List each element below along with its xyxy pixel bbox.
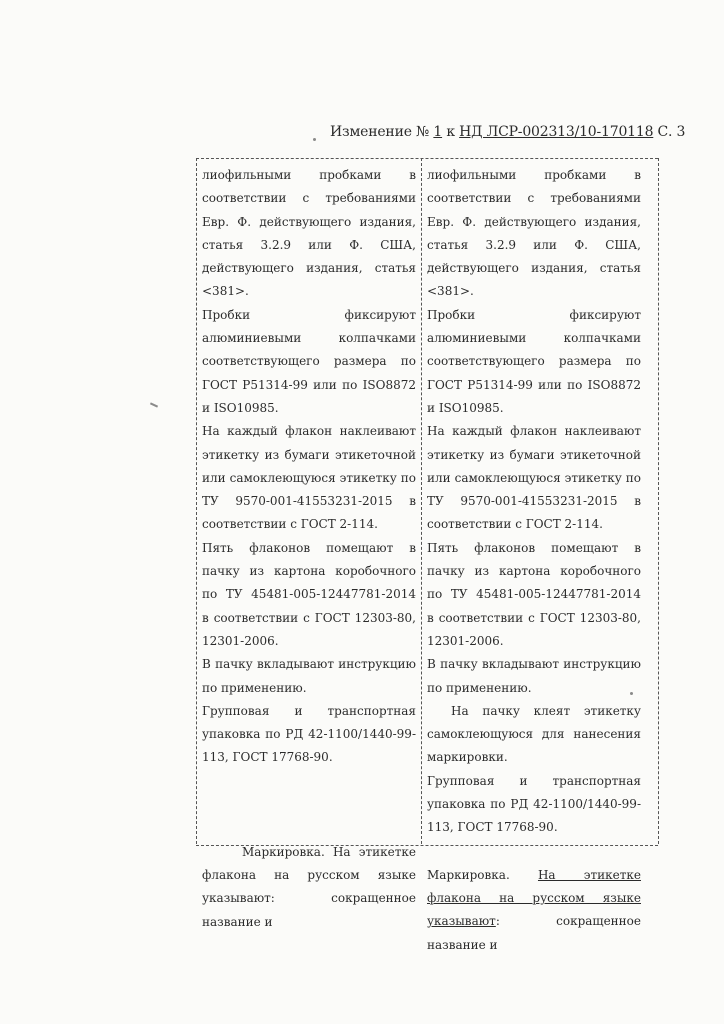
header-prefix: Изменение № — [330, 124, 430, 140]
scan-mark — [150, 402, 158, 407]
new-text-column — [427, 164, 641, 957]
table-divider — [421, 158, 422, 844]
table-border-right — [658, 158, 659, 844]
paragraph: На пачку клеят этикетку самоклеющуюся для нанесения маркировки. — [427, 703, 641, 765]
document-number: НД ЛСР-002313/10-170118 — [459, 124, 654, 140]
paragraph: В пачку вкладывают инструкцию по применению. — [427, 657, 641, 695]
marking-underlined: флакона на русском языке указывают — [427, 890, 641, 929]
paragraph: Групповая и транспортная упаковка по РД 42-1100/1440-99-113, ГОСТ 17768-90. — [202, 703, 416, 765]
paragraph: Пробки фиксируют алюминиевыми колпачками соответствующего размера по ГОСТ Р51314-99 или по ISO8872 и ISO10985. — [427, 307, 641, 415]
paragraph: Пять флаконов помещают в пачку из картона коробочного по ТУ 45481-005-12447781-2014 в соответствии с ГОСТ 12303-80, 12301-2006. — [202, 540, 416, 648]
scan-mark — [313, 138, 316, 141]
marking-paragraph: Маркировка. На этикетке флакона на русском языке указывают: сокращенное название и — [202, 844, 416, 929]
paragraph: В пачку вкладывают инструкцию по применению. — [202, 657, 416, 695]
page-number: С. 3 — [653, 124, 686, 140]
paragraph: Пять флаконов помещают в пачку из картона коробочного по ТУ 45481-005-12447781-2014 в соответствии с ГОСТ 12303-80, 12301-2006. — [427, 540, 641, 648]
paragraph: лиофильными пробками в соответствии с требованиями Евр. Ф. действующего издания, статья 3.2.9 или Ф. США, действующего издания, статья <381>. — [202, 168, 416, 299]
paragraph: Пробки фиксируют алюминиевыми колпачками соответствующего размера по ГОСТ Р51314-99 или по ISO8872 и ISO10985. — [202, 307, 416, 415]
marking-paragraph — [427, 864, 641, 957]
paragraph: На каждый флакон наклеивают этикетку из бумаги этикеточной или самоклеющуюся этикетку по ТУ 9570-001-41553231-2015 в соответствии с ГОСТ 2-114. — [427, 424, 641, 532]
paragraph: На каждый флакон наклеивают этикетку из бумаги этикеточной или самоклеющуюся этикетку по ТУ 9570-001-41553231-2015 в соответствии с ГОСТ 2-114. — [202, 424, 416, 532]
paragraph: Групповая и транспортная упаковка по РД 42-1100/1440-99-113, ГОСТ 17768-90. — [427, 773, 641, 835]
page-header — [330, 124, 720, 140]
header-mid: к — [442, 124, 460, 140]
paragraph: лиофильными пробками в соответствии с требованиями Евр. Ф. действующего издания, статья 3.2.9 или Ф. США, действующего издания, статья <381>. — [427, 168, 641, 299]
table-border-left — [196, 158, 197, 844]
marking-underlined: На этикетке — [537, 867, 641, 882]
marking-start: Маркировка. — [427, 867, 538, 882]
marking-end: : сокращенное название и — [427, 914, 641, 952]
change-number: 1 — [433, 124, 443, 140]
old-text-column — [202, 164, 416, 934]
